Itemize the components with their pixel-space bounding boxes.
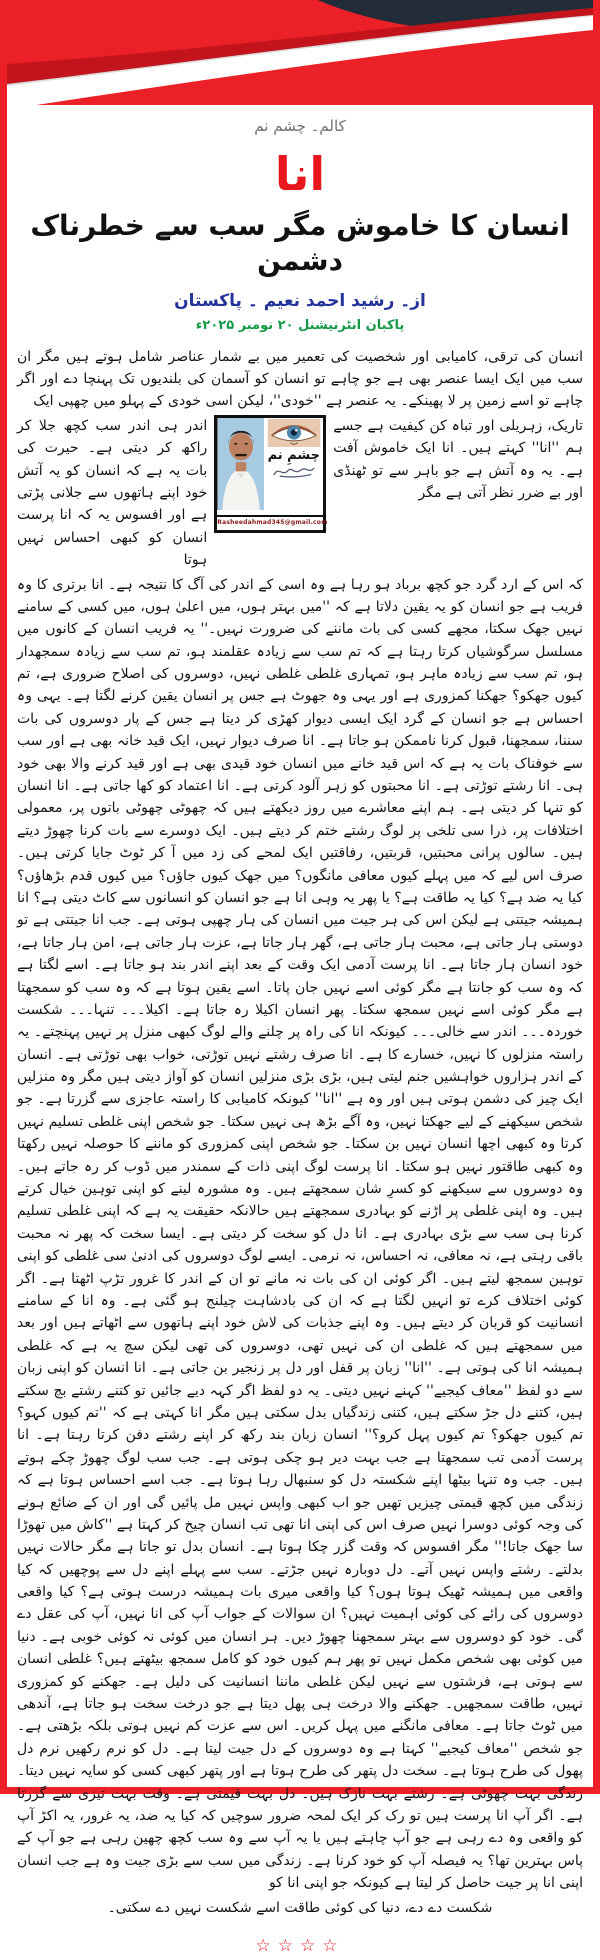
author-signature-icon [271, 463, 317, 480]
lead-paragraph: انسان کی ترقی، کامیابی اور شخصیت کی تعمیر میں بے شمار عناصر شامل ہوتے ہیں مگر ان سب میں ایک ایسا عنصر بھی ہے جو چاہے تو انسان کو آسمان کی بلندیوں تک پہنچا دے اور اگر چاہے تو اسے زمین پر لا پھینکے۔ یہ عنصر ہے ''خودی''، لیکن اسی خودی کے پہلو میں چھپی ایک [17, 348, 583, 410]
photo-wrap-band [17, 415, 583, 572]
article-body [17, 346, 583, 1960]
article-subtitle: انسان کا خاموش مگر سب سے خطرناک دشمن [30, 208, 570, 277]
wrap-text-end: اندر ہی اندر سب کچھ جلا کر راکھ کر دیتی ہے۔ حیرت کی بات یہ ہے کہ انسان کو یہ آتش خود اپنے ہاتھوں سے جلانی پڑتی ہے اور افسوس یہ کہ انا پرست انسان کو کبھی احساس نہیں ہوتا [17, 417, 208, 569]
article-title: انا [274, 147, 326, 201]
author-portrait-image [218, 418, 264, 510]
closing-line: شکست دے دے، دنیا کی کوئی طاقت اسے شکست نہیں دے سکتی۔ [107, 1899, 493, 1916]
column-kicker: کالم۔ چشم نم [254, 117, 346, 135]
author-photo-box [214, 415, 326, 533]
end-stars: ☆☆☆☆ [255, 1935, 345, 1956]
author-portrait [217, 418, 264, 510]
banner [7, 0, 593, 105]
publication-dateline: پاکبان انٹرنیشنل ۲۰ نومبر ۲۰۲۵ء [195, 317, 405, 333]
main-paragraph: کہ اس کے ارد گرد جو کچھ برباد ہو رہا ہے وہ اسی کے اندر کی آگ کا نتیجہ ہے۔ انا برتری کا وہ فریب ہے جو انسان کو یہ یقین دلاتا ہے کہ ''میں بہتر ہوں، میں اعلیٰ ہوں، میں کسی کے سامنے نہیں جھک سکتا، مجھے کسی کی بات ماننے کی ضرورت نہیں۔'' یہ فریب انسان کے کانوں میں مسلسل سرگوشیاں کرتا رہتا ہے کہ تم سب سے زیادہ عقلمند ہو، تم سب سے زیادہ سمجھدار ہو، تم سب سے زیادہ ماہر ہو، تمہاری غلطی غلطی نہیں، دوسروں کی اصلاح ضروری ہے، تم کیوں جھکو؟ جھکنا کمزوری ہے اور یہی وہ جھوٹ ہے جس پر انسان یقین کرنے لگتا ہے۔ یہی وہ احساس ہے جو انسان کے گرد ایک ایسی دیوار کھڑی کر دیتا ہے جس کے پار دوسروں کی بات سننا، سمجھنا، قبول کرنا ناممکن ہو جاتا ہے۔ انا صرف دیوار نہیں، ایک قید خانہ بھی ہے اور سب سے خوفناک بات یہ ہے کہ اس قید خانے میں انسان خود قیدی بھی ہے اور قید کرنے والا بھی خود ہی۔ انا رشتے توڑتی ہے۔ انا محبتوں کو زہر آلود کرتی ہے۔ انا اعتماد کو کھا جاتی ہے۔ انا انسان کو تنہا کر دیتی ہے۔ ہم اپنے معاشرے میں روز دیکھتے ہیں کہ چھوٹی چھوٹی باتوں پر، معمولی اختلافات پر، ذرا سی تلخی پر لوگ رشتے ختم کر دیتے ہیں۔ ایک دوسرے سے بات کرنا چھوڑ دیتے ہیں۔ سالوں پرانی محبتیں، قربتیں، رفاقتیں ایک لمحے کی زد میں آ کر ٹوٹ جایا کرتی ہیں۔ صرف اس لیے کہ میں پہلے کیوں معافی مانگوں؟ میں جھک کیوں جاؤں؟ میں کیوں قدم بڑھاؤں؟ کیا یہ ضد ہے؟ کیا یہ طاقت ہے؟ یا پھر یہ وہی انا ہے جو انسان کو انسانوں سے کاٹ دیتی ہے؟ انا ہمیشہ جیتتی ہے لیکن اس کی ہر جیت میں انسان کی ہار چھپی ہوتی ہے۔ جب انا جیتتی ہے تو دوستی ہار جاتی ہے، محبت ہار جاتی ہے، گھر ہار جاتا ہے، عزت ہار جاتی ہے، امن ہار جاتا ہے، خود انسان ہار جاتا ہے۔ انا پرست آدمی ایک وقت کے بعد اپنے اندر بند ہو جاتا ہے۔ اسے لگتا ہے کہ وہ سب کو جانتا ہے مگر کوئی اسے نہیں جان پاتا۔ اسے یقین ہوتا ہے کہ وہ سب کو سمجھتا ہے مگر کوئی اسے نہیں سمجھ سکتا۔ پھر انسان اکیلا رہ جاتا ہے۔ اکیلا۔۔۔ تنہا۔۔۔ شکست خوردہ۔۔۔ اندر سے خالی۔۔۔ کیونکہ انا کی راہ پر چلنے والے لوگ کبھی منزل پر نہیں پہنچتے۔ یہ راستہ منزلوں کا نہیں، خسارے کا ہے۔ انا صرف رشتے نہیں توڑتی، خواب بھی توڑتی ہے۔ انسان کے اندر ہزاروں خواہشیں جنم لیتی ہیں، بڑی بڑی منزلیں انسان کو آواز دیتی ہیں مگر وہ منزلیں ایک چیز کی دشمن ہوتی ہیں اور وہ ہے ''انا'' کیونکہ کامیابی کا راستہ عاجزی سے گزرتا ہے۔ جو شخص سیکھنے کے لیے جھکتا نہیں، وہ آگے بڑھ ہی نہیں سکتا۔ جو شخص اپنی غلطی تسلیم نہیں کرتا وہ کبھی اچھا انسان نہیں بن سکتا۔ جو شخص اپنی کمزوری کو ماننے کا حوصلہ نہیں رکھتا وہ کبھی طاقتور نہیں ہو سکتا۔ انا پرست لوگ اپنی ذات کے سمندر میں ڈوب کر رہ جاتے ہیں۔ وہ دوسروں سے سیکھنے کو کسرِ شان سمجھتے ہیں۔ وہ مشورہ لینے کو اپنی توہین خیال کرتے ہیں۔ وہ اپنی غلطی پر اڑنے کو بہادری سمجھتے ہیں حالانکہ حقیقت یہ ہے کہ اپنی غلطی تسلیم کرنا ہی سب سے بڑی بہادری ہے۔ انا دل کو سخت کر دیتی ہے۔ ایسا سخت کہ پھر نہ محبت باقی رہتی ہے، نہ معافی، نہ احساس، نہ نرمی۔ ایسے لوگ دوسروں کی ادنیٰ سی غلطی کو اپنی توہین سمجھ لیتے ہیں۔ اگر کوئی ان کی بات نہ مانے تو ان کے اندر کا غرور تڑپ اٹھتا ہے۔ اگر کوئی اختلاف کرے تو انہیں لگتا ہے کہ ان کی بادشاہت چیلنج ہو گئی ہے۔ وہ انا کے سامنے انسانیت کو قربان کر دیتے ہیں۔ وہ اپنے جذبات کی لاش خود اپنے ہاتھوں سے اٹھاتے ہیں اور بعد میں سمجھتے ہیں کہ غلطی ان کی نہیں تھی، دوسروں کی تھی لیکن سچ یہ ہے کہ غلطی ہمیشہ انا کی ہوتی ہے۔ ''انا'' زبان پر قفل اور دل پر زنجیر بن جاتی ہے۔ انا انسان کو اپنی زبان سے دو لفظ ''معاف کیجیے'' کہنے نہیں دیتی۔ یہ دو لفظ اگر کہہ دیے جائیں تو کتنے رشتے بچ سکتے ہیں، کتنے دل جڑ سکتے ہیں، کتنی زندگیاں بدل سکتی ہیں مگر انا کہتی ہے کہ ''تم کیوں کہو؟ تم کیوں جھکو؟ تم کیوں پہل کرو؟'' انسان زبان بند رکھ کر اپنے رشتے دفن کرتا رہتا ہے۔ انا پرست آدمی تب سمجھتا ہے جب بہت دیر ہو چکی ہوتی ہے۔ جب سب لوگ چھوڑ چکے ہوتے ہیں۔ جب وہ تنہا بیٹھا اپنے شکستہ دل کو سنبھال رہا ہوتا ہے۔ جب اسے احساس ہوتا ہے کہ زندگی میں کچھ قیمتی چیزیں تھیں جو اب کبھی واپس نہیں مل پائیں گی اور ان کے ضائع ہونے کی وجہ کوئی دوسرا نہیں صرف اس کی اپنی انا تھی تب انسان چیخ کر کہتا ہے ''کاش میں تھوڑا سا جھک جاتا!'' مگر افسوس کہ وقت گزر چکا ہوتا ہے۔ انسان بدل تو جاتا ہے مگر حالات نہیں بدلتے۔ رشتے واپس نہیں آتے۔ دل دوبارہ نہیں جڑتے۔ سب سے پہلے اپنے دل سے پوچھیں کہ کیا واقعی میں ہمیشہ ٹھیک ہوتا ہوں؟ کیا واقعی میری بات ہمیشہ درست ہوتی ہے؟ کیا واقعی دوسروں کی رائے کی کوئی اہمیت نہیں؟ ان سوالات کے جواب آپ کی انا نہیں، آپ کی عقل دے گی۔ خود کو دوسروں سے بہتر سمجھنا چھوڑ دیں۔ ہر انسان میں کوئی نہ کوئی خوبی ہے۔ دنیا میں کوئی بھی شخص مکمل نہیں تو پھر ہم کیوں خود کو کامل سمجھ بیٹھتے ہیں؟ غلطی انسان سے ہوتی ہے، فرشتوں سے نہیں لیکن غلطی ماننا انسانیت کی دلیل ہے۔ جھکنے کو کمزوری نہیں، طاقت سمجھیں۔ جھکنے والا درخت ہی پھل دیتا ہے جو درخت سخت ہو جاتا ہے، آندھی میں ٹوٹ جاتا ہے۔ معافی مانگنے میں پہل کریں۔ اس سے عزت کم نہیں ہوتی بلکہ بڑھتی ہے۔ جو شخص ''معاف کیجیے'' کہتا ہے وہ دوسروں کے دل جیت لیتا ہے۔ دل کو نرم رکھیں نرم دل پھول کی طرح ہوتا ہے۔ سخت دل پتھر کی طرح ہوتا ہے اور پتھر کبھی کسی کو سایہ نہیں دیتا۔ زندگی بہت چھوٹی ہے۔ رشتے بہت نازک ہیں۔ دل بہت قیمتی ہے۔ وقت بہت تیزی سے گزرتا ہے۔ اگر آپ انا پرست ہیں تو رک کر ایک لمحہ ضرور سوچیں کہ کیا یہ ضد، یہ غرور، یہ اکڑ آپ کو واقعی وہ دے رہی ہے جو آپ چاہتے ہیں یا یہ آپ سے وہ سب کچھ چھین رہی ہے جو آپ کے پاس بہترین تھا؟ یہ فیصلہ آپ کو خود کرنا ہے۔ زندگی میں سب سے بڑی جیت وہ ہے جب انسان اپنی انا پر جیت حاصل کر لیتا ہے کیونکہ جو اپنی انا کو [17, 576, 583, 1892]
banner-graphic [7, 0, 593, 105]
photo-caption: چشمِ نم [267, 447, 320, 463]
author-email: Rasheedahmad345@gmail.com [217, 515, 323, 530]
wrap-text-start: تاریک، زہریلی اور تباہ کن کیفیت ہے جسے ہم ''انا'' کہتے ہیں۔ انا ایک خاموش آفت ہے۔ یہ وہ آتش ہے جو باہر سے تو ٹھنڈی اور بے ضرر نظر آتی ہے مگر [333, 417, 583, 501]
photo-box-right [264, 418, 323, 530]
author-byline: از۔ رشید احمد نعیم ۔ پاکستان [174, 290, 426, 311]
weeping-eye-icon [265, 419, 323, 447]
article-content [7, 105, 593, 1960]
